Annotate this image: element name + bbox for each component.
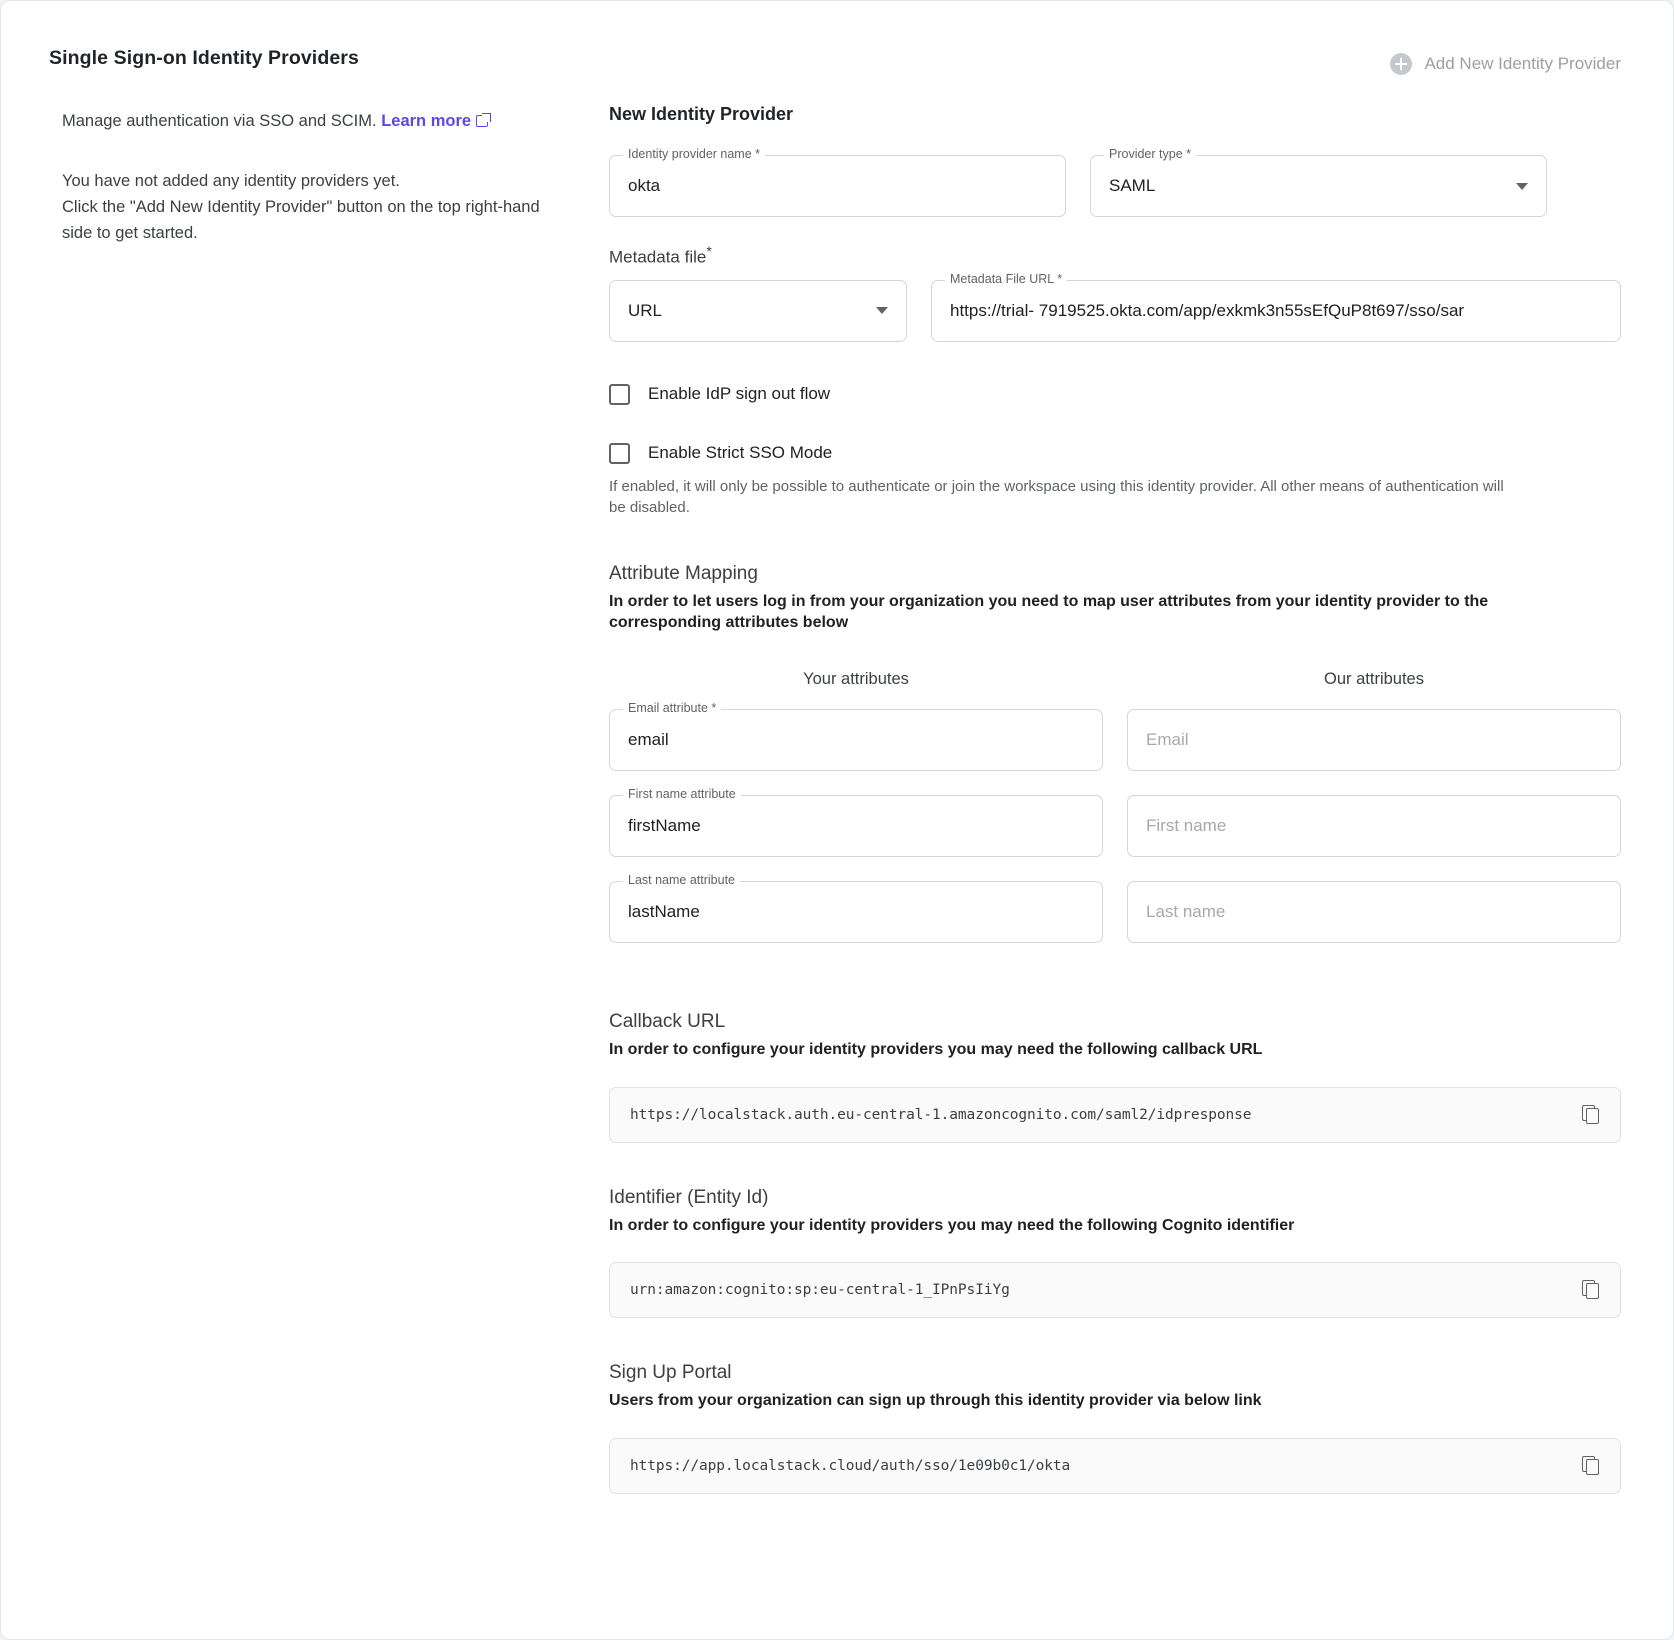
metadata-url-legend: Metadata File URL * [945, 272, 1067, 286]
page-title: Single Sign-on Identity Providers [49, 47, 359, 69]
chevron-down-icon [876, 307, 888, 314]
copy-icon[interactable] [1582, 1456, 1600, 1476]
form-section-title: New Identity Provider [609, 104, 794, 124]
our-last-name-field [1127, 881, 1621, 943]
strict-sso-help-text: If enabled, it will only be possible to authenticate or join the workspace using this identity provider. All other means of authentication will be disabled. [609, 477, 1504, 517]
metadata-url-input[interactable]: https://trial- 7919525.okta.com/app/exkmk3n55sEfQuP8t697/sso/sar [931, 280, 1621, 342]
learn-more-link[interactable] [381, 112, 471, 130]
metadata-url-field [931, 271, 1621, 342]
idp-signout-checkbox-row[interactable] [609, 384, 1621, 405]
first-name-attribute-legend: First name attribute [623, 787, 741, 801]
strict-sso-checkbox[interactable] [609, 443, 630, 464]
signup-portal-value: https://app.localstack.cloud/auth/sso/1e09b0c1/okta [630, 1458, 1071, 1475]
callback-url-value: https://localstack.auth.eu-central-1.amazoncognito.com/saml2/idpresponse [630, 1106, 1252, 1123]
provider-basic-row [609, 147, 1621, 243]
attribute-row-last-name [609, 872, 1621, 967]
provider-type-select[interactable] [1090, 155, 1547, 217]
our-last-name-input[interactable]: Last name [1127, 881, 1621, 943]
add-new-identity-provider-label: Add New Identity Provider [1424, 54, 1621, 73]
signup-portal-value-box [609, 1438, 1621, 1494]
intro-text: Manage authentication via SSO and SCIM. [62, 112, 377, 130]
attribute-mapping-subtitle: In order to let users log in from your organization you need to map user attributes from your identity provider to the corresponding attributes below [609, 593, 1489, 631]
page-header [1, 1, 1673, 73]
idp-signout-label: Enable IdP sign out flow [648, 384, 831, 404]
metadata-file-label [609, 243, 1621, 268]
our-email-input[interactable]: Email [1127, 709, 1621, 771]
add-new-identity-provider-button[interactable] [1390, 53, 1621, 75]
callback-url-title: Callback URL [609, 1010, 726, 1032]
provider-name-legend: Identity provider name * [623, 147, 765, 161]
callback-url-subtitle: In order to configure your identity providers you may need the following callback URL [609, 1040, 1263, 1058]
email-attribute-legend: Email attribute * [623, 701, 721, 715]
provider-name-input[interactable]: okta [609, 155, 1066, 217]
last-name-attribute-input[interactable]: lastName [609, 881, 1103, 943]
attribute-row-email [609, 700, 1621, 795]
plus-circle-icon [1390, 53, 1412, 75]
identifier-title: Identifier (Entity Id) [609, 1186, 769, 1208]
attribute-columns-header [609, 670, 1621, 689]
our-first-name-field [1127, 795, 1621, 857]
metadata-type-field [609, 280, 907, 342]
copy-icon[interactable] [1582, 1105, 1600, 1125]
identity-provider-form [609, 70, 1621, 1494]
provider-name-field [609, 147, 1066, 217]
provider-type-field [1090, 147, 1547, 217]
callback-url-value-box [609, 1087, 1621, 1143]
metadata-file-label-text: Metadata file [609, 247, 707, 267]
attribute-mapping-title: Attribute Mapping [609, 563, 758, 585]
last-name-attribute-field [609, 872, 1103, 943]
empty-state-note [62, 168, 562, 246]
metadata-type-select[interactable] [609, 280, 907, 342]
our-email-field [1127, 709, 1621, 771]
provider-type-value: SAML [1109, 176, 1156, 195]
copy-icon[interactable] [1582, 1280, 1600, 1300]
external-link-icon [476, 115, 488, 127]
empty-state-line-2: Click the "Add New Identity Provider" button on the top right-hand side to get started. [62, 198, 540, 243]
learn-more-label: Learn more [381, 112, 472, 130]
empty-state-line-1: You have not added any identity providers yet. [62, 172, 400, 191]
idp-signout-checkbox[interactable] [609, 384, 630, 405]
left-info-column [49, 70, 609, 246]
first-name-attribute-field [609, 786, 1103, 857]
provider-type-legend: Provider type * [1104, 147, 1196, 161]
page-body [1, 70, 1673, 1554]
intro-paragraph [62, 108, 609, 134]
strict-sso-label: Enable Strict SSO Mode [648, 443, 833, 463]
identifier-value-box [609, 1262, 1621, 1318]
your-attributes-header: Your attributes [803, 669, 909, 688]
attribute-row-first-name [609, 786, 1621, 881]
first-name-attribute-input[interactable]: firstName [609, 795, 1103, 857]
signup-portal-subtitle: Users from your organization can sign up through this identity provider via below link [609, 1392, 1262, 1410]
chevron-down-icon [1516, 183, 1528, 190]
email-attribute-input[interactable]: email [609, 709, 1103, 771]
metadata-row [609, 271, 1621, 368]
identifier-value: urn:amazon:cognito:sp:eu-central-1_IPnPsIiYg [630, 1282, 1010, 1299]
metadata-type-value: URL [628, 300, 663, 320]
last-name-attribute-legend: Last name attribute [623, 873, 740, 887]
identifier-subtitle: In order to configure your identity providers you may need the following Cognito identifier [609, 1216, 1295, 1234]
metadata-required-star: * [706, 243, 712, 259]
email-attribute-field [609, 700, 1103, 771]
our-attributes-header: Our attributes [1324, 669, 1424, 688]
our-first-name-input[interactable]: First name [1127, 795, 1621, 857]
signup-portal-title: Sign Up Portal [609, 1362, 732, 1384]
strict-sso-checkbox-row[interactable] [609, 443, 1621, 464]
